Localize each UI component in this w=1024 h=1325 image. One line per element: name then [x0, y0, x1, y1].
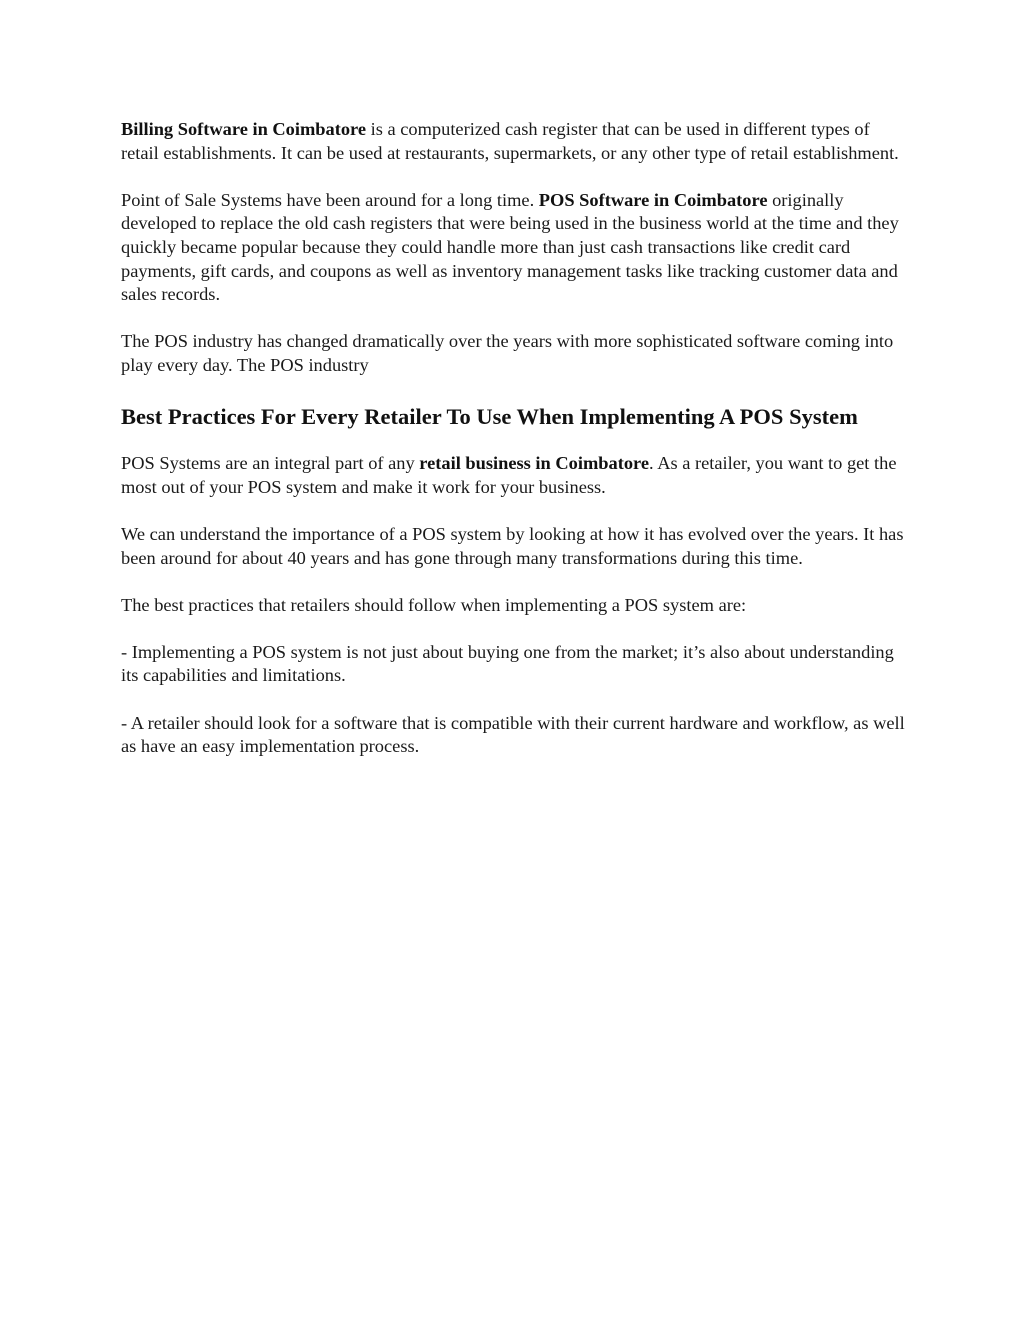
paragraph-evolution: We can understand the importance of a POS system by looking at how it has evolved over the years. It has been around for about 40 years and has gone through many transformations during this time. — [121, 523, 904, 568]
paragraph-pos-history-text-after: originally developed to replace the old cash registers that were being used in the business world at the time and they quickly became popular because they could handle more than just cash transactions like credit card payments, gift cards, and coupons as well as inventory management tasks like tracking customer data and sales records. — [121, 189, 899, 305]
paragraph-pos-history-text-before: Point of Sale Systems have been around for a long time. — [121, 189, 539, 210]
paragraph-best-practices-intro: The best practices that retailers should follow when implementing a POS system are: — [121, 594, 747, 615]
paragraph-intro — [121, 118, 911, 165]
paragraph-intro-text: is a computerized cash register that can be used in different types of retail establishments. It can be used at restaurants, supermarkets, or any other type of retail establishment. — [121, 119, 899, 163]
paragraph-integral-part — [121, 452, 911, 499]
paragraph-integral-part-text-before: POS Systems are an integral part of any — [121, 453, 420, 474]
keyword-billing-software: Billing Software in Coimbatore — [121, 119, 367, 139]
document-body — [121, 118, 911, 782]
list-item-compatibility: - A retailer should look for a software that is compatible with their current hardware and workflow, as well as have an easy implementation process. — [121, 712, 905, 757]
keyword-retail-business: retail business in Coimbatore — [419, 453, 650, 474]
list-item-capabilities: - Implementing a POS system is not just about buying one from the market; it’s also about understanding its capabilities and limitations. — [121, 641, 894, 686]
paragraph-pos-history — [121, 189, 911, 307]
paragraph-integral-part-text-after: . As a retailer, you want to get the most out of your POS system and make it work for your business. — [121, 453, 897, 497]
paragraph-pos-industry: The POS industry has changed dramatically over the years with more sophisticated software coming into play every day. The POS industry — [121, 331, 894, 375]
section-heading: Best Practices For Every Retailer To Use When Implementing A POS System — [121, 404, 858, 430]
keyword-pos-software: POS Software in Coimbatore — [538, 189, 768, 210]
